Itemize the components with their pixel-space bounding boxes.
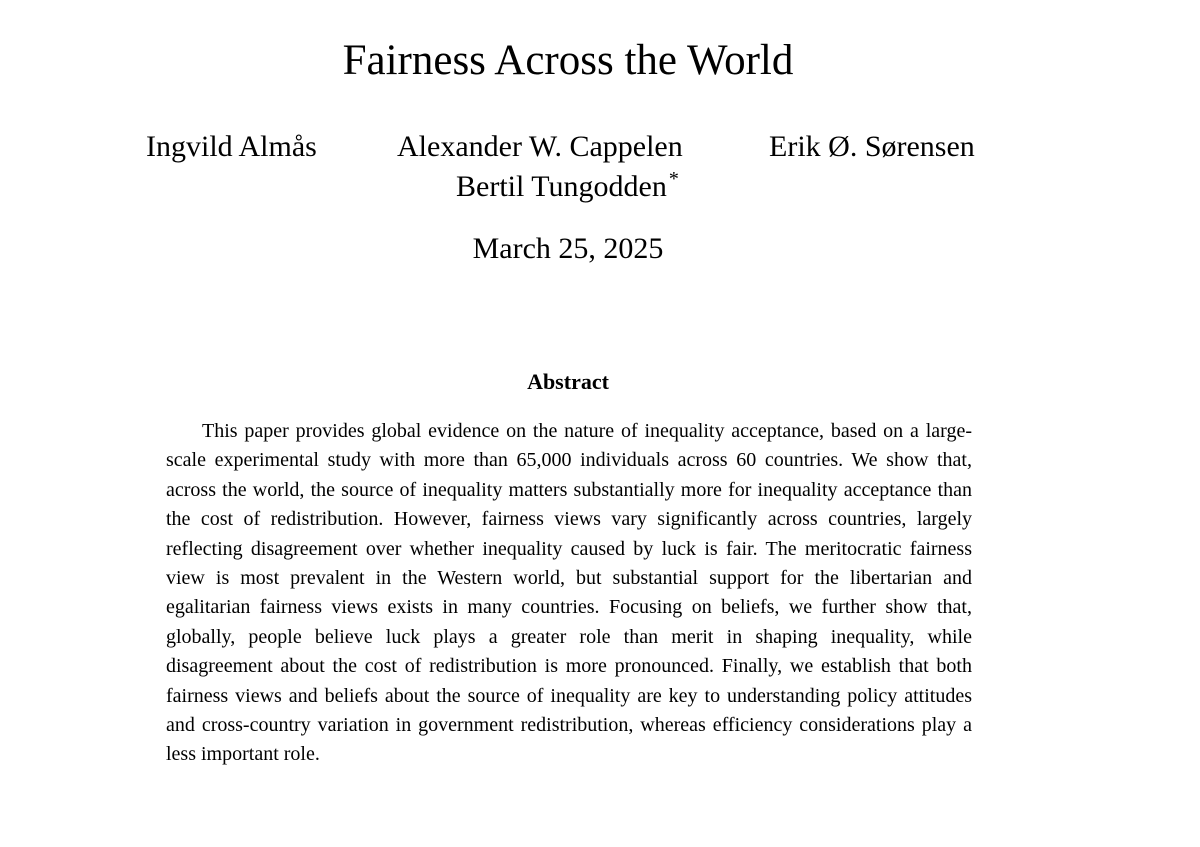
abstract-text: This paper provides global evidence on the nature of inequality acceptance, based on a large-scale experimental study with more than 65,000 individuals across 60 countries. We show that, across the world, the source of inequality matters substantially more for inequality acceptance than the cost of redistribution. However, fairness views vary significantly across countries, largely reflecting disagreement over whether inequality caused by luck is fair. The meritocratic fairness view is most prevalent in the Western world, but substantial support for the libertarian and egalitarian fairness views exists in many countries. Focusing on beliefs, we further show that, globally, people believe luck plays a greater role than merit in shaping inequality, while disagreement about the cost of redistribution is more pronounced. Finally, we establish that both fairness views and beliefs about the source of inequality are key to understanding policy attitudes and cross-country variation in government redistribution, whereas efficiency considerations play a less important role. (166, 420, 972, 766)
publication-date: March 25, 2025 (472, 232, 664, 265)
author-alexander-cappelen: Alexander W. Cappelen (397, 130, 683, 163)
author-erik-sorensen: Erik Ø. Sørensen (769, 130, 975, 163)
paper-title: Fairness Across the World (342, 37, 794, 84)
author-footnote-marker[interactable]: * (668, 168, 679, 190)
author-ingvild-almas: Ingvild Almås (146, 130, 317, 163)
abstract-heading: Abstract (527, 369, 609, 394)
author-bertil-tungodden: Bertil Tungodden (456, 170, 667, 203)
author-bertil-tungodden-block (456, 170, 679, 204)
